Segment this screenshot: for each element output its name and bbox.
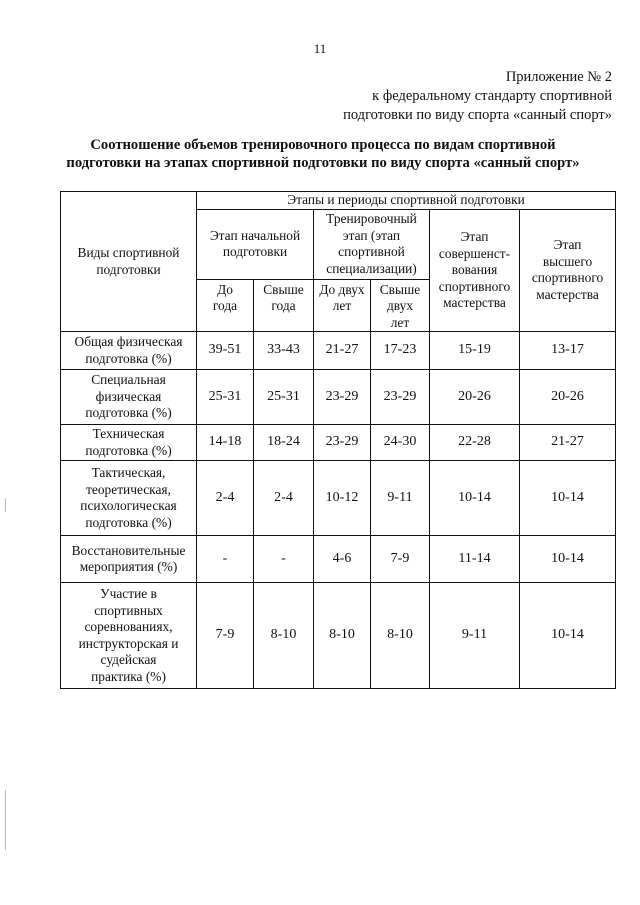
header-initial-stage	[197, 209, 314, 279]
header-line: года	[212, 298, 238, 313]
table-cell: 15-19	[430, 332, 520, 370]
table-row	[61, 536, 616, 583]
label-line: теоретическая,	[86, 481, 171, 497]
table-cell: 11-14	[430, 536, 520, 583]
scan-mark	[5, 790, 6, 850]
header-line: лет	[390, 314, 410, 330]
table-cell: 10-12	[314, 461, 371, 536]
table-cell: 21-27	[520, 425, 616, 461]
page-number: 11	[313, 41, 327, 56]
label-line: Тактическая,	[91, 465, 166, 480]
table-cell: 2-4	[197, 461, 254, 536]
header-improvement-stage	[430, 209, 520, 332]
header-line: двух	[386, 298, 414, 313]
header-line: вования	[451, 262, 498, 277]
header-line: мастерства	[443, 295, 506, 310]
table-cell: 20-26	[520, 370, 616, 425]
table-cell: 10-14	[430, 461, 520, 536]
label-line: подготовка (%)	[85, 405, 172, 421]
row-label	[61, 461, 197, 536]
table-row	[61, 461, 616, 536]
table-cell: 25-31	[254, 370, 314, 425]
appendix-line: подготовки по виду спорта «санный спорт»	[343, 107, 612, 123]
table-cell: 13-17	[520, 332, 616, 370]
header-line: лет	[332, 298, 352, 313]
appendix-line: Приложение № 2	[505, 69, 612, 85]
table-cell: 2-4	[254, 461, 314, 536]
appendix-caption	[343, 68, 612, 125]
header-line: спортивной	[338, 244, 405, 259]
table-cell: 22-28	[430, 425, 520, 461]
header-line: Свыше	[263, 281, 304, 297]
table-cell: 21-27	[314, 332, 371, 370]
table-cell: 20-26	[430, 370, 520, 425]
header-line: мастерства	[536, 286, 599, 302]
header-line: Виды спортивной	[77, 245, 180, 260]
table-cell: 33-43	[254, 332, 314, 370]
header-line: Этап	[460, 229, 489, 244]
table-cell: 14-18	[197, 425, 254, 461]
header-line: этап (этап	[342, 227, 401, 243]
row-label	[61, 370, 197, 425]
label-line: Специальная	[91, 372, 166, 388]
table-row	[61, 370, 616, 425]
label-line: подготовка (%)	[85, 350, 172, 366]
header-line: высшего	[542, 253, 593, 269]
table-cell: -	[254, 536, 314, 583]
header-training-stage	[314, 209, 430, 279]
table-cell: 4-6	[314, 536, 371, 583]
table-cell: 9-11	[371, 461, 430, 536]
header-line: До двух	[319, 281, 365, 297]
label-line: инструкторская и	[78, 635, 179, 651]
header-line: подготовки	[222, 244, 288, 259]
table-cell: 9-11	[430, 583, 520, 689]
label-line: Участие в	[100, 586, 157, 601]
label-line: физическая	[95, 388, 162, 404]
title-line: подготовки на этапах спортивной подготовки по виду спорта «санный спорт»	[66, 155, 580, 171]
label-line: соревнованиях,	[84, 619, 173, 634]
header-up-to-year	[197, 279, 254, 332]
table-cell: 25-31	[197, 370, 254, 425]
label-line: спортивных	[94, 602, 163, 618]
header-line: спортивного	[438, 278, 511, 294]
header-line: года	[271, 298, 296, 313]
label-line: психологическая	[80, 498, 177, 513]
header-line: спортивного	[531, 270, 604, 286]
table-cell: 39-51	[197, 332, 254, 370]
header-line: Этап	[553, 237, 582, 253]
header-line: Этап начальной	[209, 227, 301, 243]
appendix-line: к федеральному стандарту спортивной	[372, 88, 612, 104]
header-line: До	[217, 281, 233, 297]
label-line: Восстановительные	[71, 542, 186, 558]
row-label	[61, 583, 197, 689]
table-cell: 8-10	[254, 583, 314, 689]
table-cell: 23-29	[314, 370, 371, 425]
table-row	[61, 583, 616, 689]
row-label	[61, 332, 197, 370]
label-line: подготовка (%)	[85, 442, 172, 458]
table-row	[61, 332, 616, 370]
header-line: подготовки	[96, 261, 161, 277]
header-line: Тренировочный	[326, 211, 417, 226]
table-cell: 24-30	[371, 425, 430, 461]
label-line: Техническая	[92, 426, 165, 441]
header-highest-stage	[520, 209, 616, 332]
training-ratio-table	[60, 191, 616, 689]
row-label	[61, 536, 197, 583]
table-cell: -	[197, 536, 254, 583]
header-line: совершенст-	[438, 245, 511, 261]
table-cell: 7-9	[371, 536, 430, 583]
title-line: Соотношение объемов тренировочного процесса по видам спортивной	[90, 137, 556, 153]
header-over-year	[254, 279, 314, 332]
table-row	[61, 425, 616, 461]
table-cell: 10-14	[520, 583, 616, 689]
header-types	[61, 192, 197, 332]
table-cell: 23-29	[314, 425, 371, 461]
header-line: Свыше	[379, 281, 421, 297]
scan-mark	[5, 498, 6, 512]
table-cell: 7-9	[197, 583, 254, 689]
table-cell: 8-10	[371, 583, 430, 689]
row-label	[61, 425, 197, 461]
label-line: судейская	[100, 652, 157, 667]
document-title	[40, 136, 606, 172]
table-cell: 10-14	[520, 536, 616, 583]
table-cell: 18-24	[254, 425, 314, 461]
label-line: практика (%)	[91, 668, 166, 684]
header-up-to-two-years	[314, 279, 371, 332]
table-cell: 10-14	[520, 461, 616, 536]
header-over-two-years	[371, 279, 430, 332]
table-cell: 17-23	[371, 332, 430, 370]
table-cell: 23-29	[371, 370, 430, 425]
label-line: Общая физическая	[74, 334, 183, 349]
table-cell: 8-10	[314, 583, 371, 689]
label-line: подготовка (%)	[85, 514, 172, 530]
header-stages: Этапы и периоды спортивной подготовки	[197, 192, 616, 210]
header-line: специализации)	[326, 260, 417, 276]
label-line: мероприятия (%)	[79, 559, 178, 574]
